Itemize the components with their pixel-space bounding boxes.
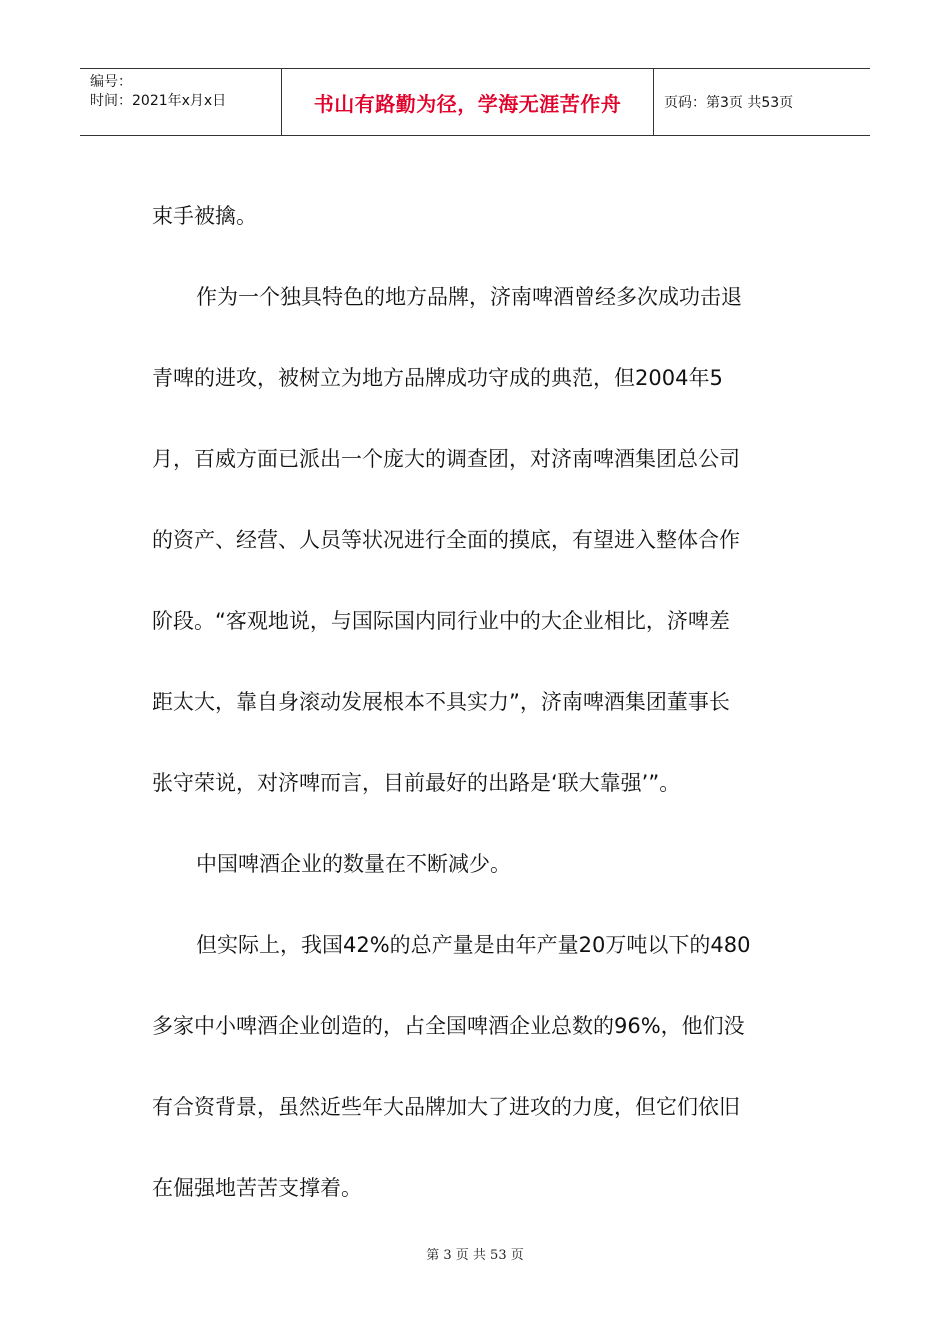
body-line: 多家中小啤酒企业创造的，占全国啤酒企业总数的96%，他们没 <box>152 1014 745 1038</box>
body-line: 的资产、经营、人员等状况进行全面的摸底，有望进入整体合作 <box>152 528 740 552</box>
page-footer: 第 3 页 共 53 页 <box>426 1248 524 1263</box>
number-label: 编号： <box>90 74 132 90</box>
header-page-info: 页码：第3页 共53页 <box>664 95 794 111</box>
body-line: 有合资背景，虽然近些年大品牌加大了进攻的力度，但它们依旧 <box>152 1095 740 1119</box>
page-header <box>80 68 870 136</box>
body-line: 张守荣说，对济啤而言，目前最好的出路是‘联大靠强’”。 <box>152 771 681 795</box>
header-meta <box>80 69 282 135</box>
body-line: 中国啤酒企业的数量在不断减少。 <box>196 852 511 876</box>
body-line: 月，百威方面已派出一个庞大的调查团，对济南啤酒集团总公司 <box>152 447 740 471</box>
body-line: 束手被擒。 <box>152 204 257 228</box>
body-line: 作为一个独具特色的地方品牌，济南啤酒曾经多次成功击退 <box>196 285 742 309</box>
body-line: 阶段。“客观地说，与国际国内同行业中的大企业相比，济啤差 <box>152 609 730 633</box>
body-line: 距太大，靠自身滚动发展根本不具实力”，济南啤酒集团董事长 <box>152 690 730 714</box>
document-body <box>152 176 812 1229</box>
time-label: 时间：2021年x月x日 <box>90 93 227 109</box>
body-line: 但实际上，我国42%的总产量是由年产量20万吨以下的480 <box>196 933 751 957</box>
header-motto: 书山有路勤为径，学海无涯苦作舟 <box>282 69 654 135</box>
body-line: 在倔强地苦苦支撑着。 <box>152 1176 362 1200</box>
body-line: 青啤的进攻，被树立为地方品牌成功守成的典范，但2004年5 <box>152 366 723 390</box>
